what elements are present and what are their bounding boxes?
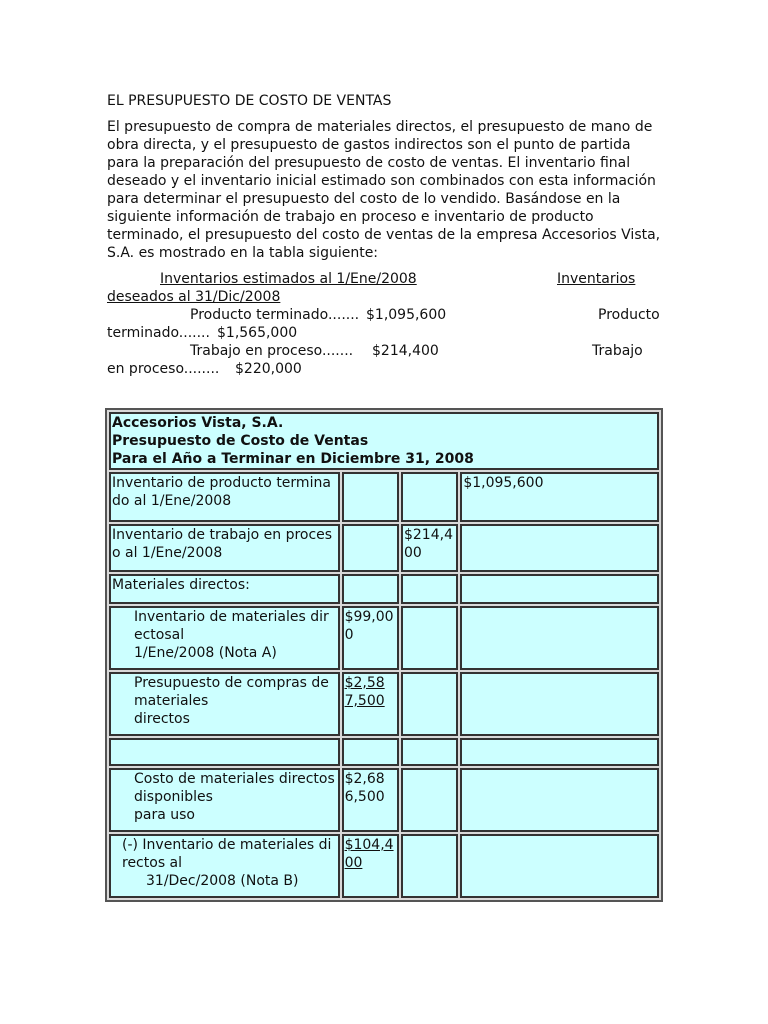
row-label — [109, 672, 340, 736]
row-label: Inventario de trabajo en proceso al 1/Ene/2008 — [109, 524, 340, 572]
row-label — [109, 768, 340, 832]
wip-estimated: $214,400 — [372, 343, 439, 359]
table-header-row — [109, 412, 659, 470]
row-col3: $214,400 — [401, 524, 458, 572]
finished-label: Producto terminado....... — [190, 307, 360, 323]
row-label-line2: para uso — [134, 807, 195, 823]
table-row — [109, 606, 659, 670]
estimated-header: Inventarios estimados al 1/Ene/2008 — [160, 271, 417, 287]
document-body — [107, 92, 663, 378]
row-col2: $2,686,500 — [342, 768, 399, 832]
row-col2 — [342, 574, 399, 604]
row-label-line1: Presupuesto de compras de materiales — [134, 675, 329, 709]
row-label-line2: directos — [134, 711, 190, 727]
row-label: Inventario de producto terminado al 1/Ene/2008 — [109, 472, 340, 522]
finished-desired: $1,565,000 — [217, 325, 298, 341]
finished-estimated: $1,095,600 — [366, 307, 447, 323]
row-col2-value: $104,400 — [344, 837, 394, 871]
desired-header-cont: deseados al 31/Dic/2008 — [107, 289, 281, 305]
table-row — [109, 472, 659, 522]
row-col3 — [401, 672, 458, 736]
row-col4 — [460, 738, 659, 766]
wip-label: Trabajo en proceso....... — [190, 343, 354, 359]
intro-paragraph: El presupuesto de compra de materiales directos, el presupuesto de mano de obra directa, y el presupuesto de gastos indirectos son el punto de partida para la preparación del presupuesto de costo de ventas. El inventario final deseado y el inventario inicial estimado son combinados con esta información para determinar el presupuesto del costo de lo vendido. Basándose en la siguiente información de trabajo en proceso e inventario de producto terminado, el presupuesto del costo de ventas de la empresa Accesorios Vista, S.A. es mostrado en la tabla siguiente: — [107, 119, 661, 261]
row-label: Materiales directos: — [109, 574, 340, 604]
table-row — [109, 738, 659, 766]
table-row — [109, 524, 659, 572]
table-row — [109, 834, 659, 898]
row-col3 — [401, 606, 458, 670]
desired-header: Inventarios — [557, 271, 636, 287]
table-period: Para el Año a Terminar en Diciembre 31, 2008 — [112, 451, 474, 467]
row-col2 — [342, 738, 399, 766]
wip-desired-label-cont: en proceso........ — [107, 361, 220, 377]
row-label-line1: Costo de materiales directos disponibles — [134, 771, 335, 805]
row-label-line2: 1/Ene/2008 (Nota A) — [134, 645, 277, 661]
row-col2 — [342, 672, 399, 736]
table-row — [109, 574, 659, 604]
row-col3 — [401, 472, 458, 522]
row-col3 — [401, 768, 458, 832]
row-col2: $99,000 — [342, 606, 399, 670]
row-col4 — [460, 574, 659, 604]
table-row — [109, 672, 659, 736]
row-col3 — [401, 834, 458, 898]
wip-desired-label: Trabajo — [592, 343, 643, 359]
table-heading: Presupuesto de Costo de Ventas — [112, 433, 369, 449]
row-label-line1: Inventario de materiales directosal — [134, 609, 329, 643]
row-col2 — [342, 524, 399, 572]
company-name: Accesorios Vista, S.A. — [112, 415, 284, 431]
row-col4 — [460, 834, 659, 898]
cost-of-sales-table — [105, 408, 663, 902]
row-label — [109, 606, 340, 670]
row-col4 — [460, 768, 659, 832]
row-col3 — [401, 574, 458, 604]
row-col4 — [460, 672, 659, 736]
row-label-line1: (-) Inventario de materiales directos al — [122, 837, 332, 871]
row-col2 — [342, 834, 399, 898]
table-header — [109, 412, 659, 470]
row-col3 — [401, 738, 458, 766]
row-col4: $1,095,600 — [460, 472, 659, 522]
finished-desired-label: Producto — [598, 307, 660, 323]
page-title: EL PRESUPUESTO DE COSTO DE VENTAS — [107, 93, 392, 109]
row-col2-value: $2,587,500 — [344, 675, 385, 709]
finished-desired-label-cont: terminado....... — [107, 325, 210, 341]
inventory-summary — [107, 270, 663, 378]
wip-desired: $220,000 — [235, 361, 302, 377]
table-row — [109, 768, 659, 832]
row-label-line2: 31/Dec/2008 (Nota B) — [146, 873, 299, 889]
row-col2 — [342, 472, 399, 522]
row-label — [109, 738, 340, 766]
row-label — [109, 834, 340, 898]
row-col4 — [460, 606, 659, 670]
row-col4 — [460, 524, 659, 572]
